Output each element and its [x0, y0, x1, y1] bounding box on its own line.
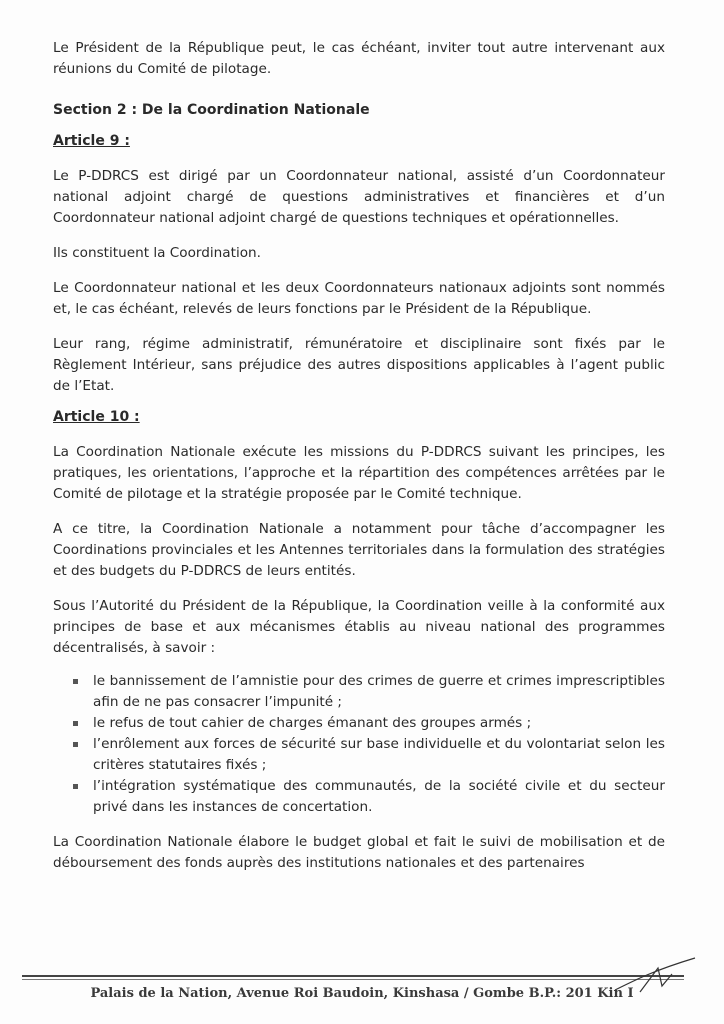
footer-divider — [22, 975, 684, 977]
list-item: l’enrôlement aux forces de sécurité sur base individuelle et du volontariat selon les critères statutaires fixés ; — [93, 734, 665, 776]
list-item: le refus de tout cahier de charges émanant des groupes armés ; — [93, 713, 665, 734]
article-9-paragraph: Ils constituent la Coordination. — [53, 245, 261, 261]
footer-address: Palais de la Nation, Avenue Roi Baudoin, Kinshasa / Gombe B.P.: 201 Kin I — [90, 986, 634, 1001]
article-9-paragraph: Le Coordonnateur national et les deux Coordonnateurs nationaux adjoints sont nommés et, le cas échéant, relevés de leurs fonctions par le Président de la République. — [53, 280, 665, 317]
section-heading: Section 2 : De la Coordination Nationale — [53, 102, 370, 118]
list-item: le bannissement de l’amnistie pour des crimes de guerre et crimes imprescriptibles afin de ne pas consacrer l’impunité ; — [93, 671, 665, 713]
article-10-paragraph: La Coordination Nationale exécute les missions du P-DDRCS suivant les principes, les pratiques, les orientations, l’approche et la répartition des compétences arrêtées par le Comité de pilotage et la stratégie proposée par le Comité technique. — [53, 444, 665, 502]
article-10-paragraph: Sous l’Autorité du Président de la République, la Coordination veille à la conformité aux principes de base et aux mécanismes établis au niveau national des programmes décentralisés, à savoir : — [53, 598, 665, 656]
article-10-title: Article 10 : — [53, 409, 140, 425]
list-item: l’intégration systématique des communautés, de la société civile et du secteur privé dans les instances de concertation. — [93, 776, 665, 818]
closing-paragraph: La Coordination Nationale élabore le budget global et fait le suivi de mobilisation et de déboursement des fonds auprès des institutions nationales et des partenaires — [53, 834, 665, 871]
article-10-paragraph: A ce titre, la Coordination Nationale a notamment pour tâche d’accompagner les Coordinations provinciales et les Antennes territoriales dans la formulation des stratégies et des budgets du P-DDRCS de leurs entités. — [53, 521, 665, 579]
article-9-title: Article 9 : — [53, 133, 130, 149]
document-body — [53, 38, 665, 874]
footer-divider-thin — [22, 979, 684, 980]
article-9-paragraph: Le P-DDRCS est dirigé par un Coordonnateur national, assisté d’un Coordonnateur national adjoint chargé de questions administratives et financières et d’un Coordonnateur national adjoint chargé de questions techniques et opérationnelles. — [53, 168, 665, 226]
principles-list — [53, 671, 665, 818]
signature-mark — [610, 950, 700, 1000]
article-9-paragraph: Leur rang, régime administratif, rémunératoire et disciplinaire sont fixés par le Règlement Intérieur, sans préjudice des autres dispositions applicables à l’agent public de l’Etat. — [53, 336, 665, 394]
intro-paragraph: Le Président de la République peut, le cas échéant, inviter tout autre intervenant aux réunions du Comité de pilotage. — [53, 40, 665, 77]
